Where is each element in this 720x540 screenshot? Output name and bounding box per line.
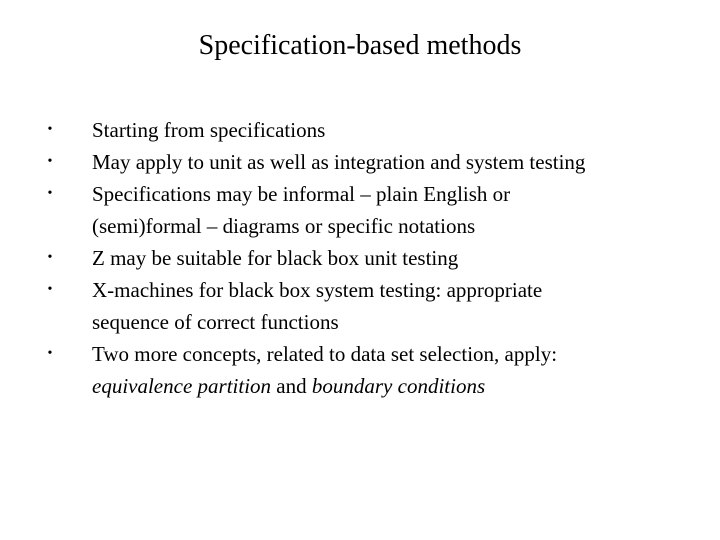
- bullet-item: [0, 114, 672, 146]
- bullet-text-continued: (semi)formal – diagrams or specific notations: [92, 214, 476, 238]
- bullet-text: Specifications may be informal – plain English or: [92, 182, 511, 206]
- bullet-icon: •: [47, 250, 53, 265]
- bullet-list: [0, 114, 720, 402]
- bullet-item: [0, 242, 672, 274]
- bullet-icon: •: [47, 346, 53, 361]
- slide-title: Specification-based methods: [198, 30, 522, 61]
- bullet-item: [0, 338, 672, 402]
- bullet-text: Two more concepts, related to data set selection, apply:: [92, 342, 558, 366]
- term-equivalence-partition: equivalence partition: [92, 374, 272, 398]
- bullet-icon: •: [47, 282, 53, 297]
- term-boundary-conditions: boundary conditions: [311, 374, 486, 398]
- bullet-text: May apply to unit as well as integration and system testing: [92, 150, 586, 174]
- bullet-text: Z may be suitable for black box unit testing: [92, 246, 459, 270]
- bullet-text-continued: sequence of correct functions: [92, 310, 339, 334]
- bullet-text: Starting from specifications: [92, 118, 326, 142]
- bullet-item: [0, 178, 672, 242]
- bullet-item: [0, 274, 672, 338]
- bullet-text: X-machines for black box system testing: appropriate: [92, 278, 543, 302]
- bullet-text-continued: [92, 370, 672, 402]
- bullet-icon: •: [47, 154, 53, 169]
- bullet-icon: •: [47, 186, 53, 201]
- bullet-item: [0, 146, 672, 178]
- conjunction-text: and: [271, 374, 312, 398]
- bullet-icon: •: [47, 122, 53, 137]
